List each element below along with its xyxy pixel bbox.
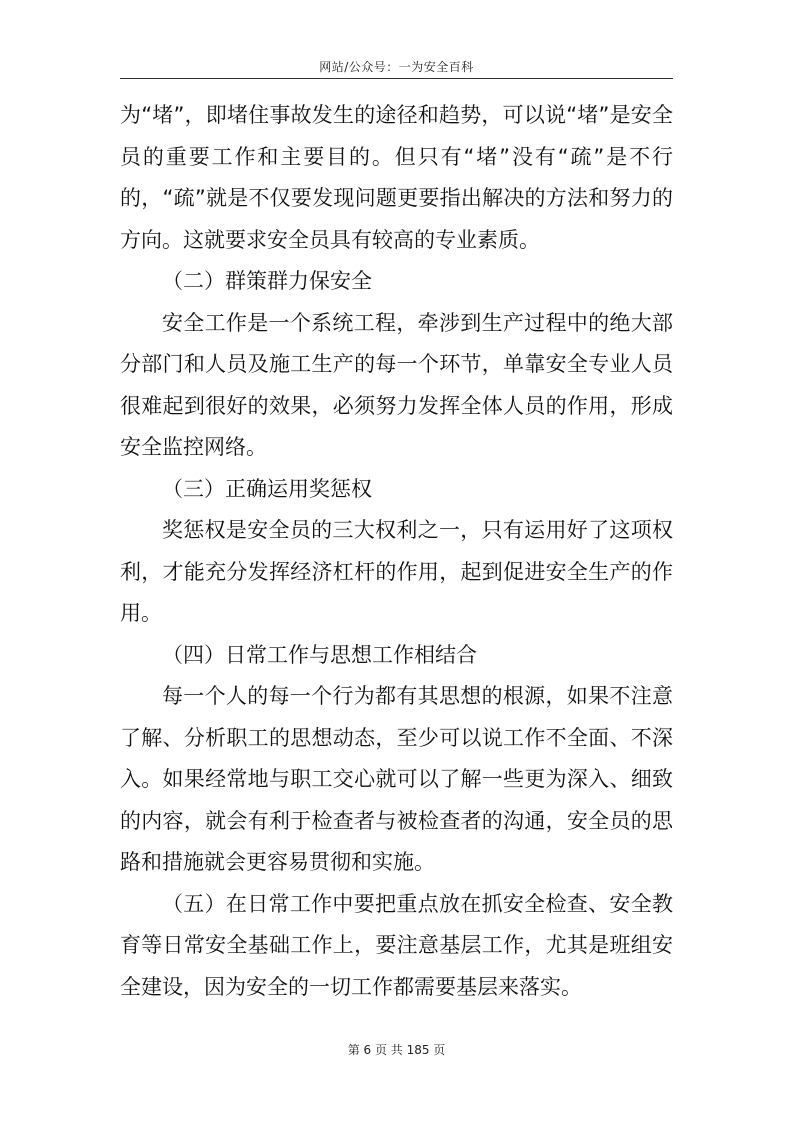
section-heading: （三）正确运用奖惩权 [162,476,372,501]
page-footer: 第 6 页 共 185 页 [347,1043,446,1057]
paragraph: 安全工作是一个系统工程，牵涉到生产过程中的绝大部分部门和人员及施工生产的每一个环节，单靠安全专业人员很难起到很好的效果，必须努力发挥全体人员的作用，形成安全监控网络。 [120,310,673,459]
paragraph: 为“堵”，即堵住事故发生的途径和趋势，可以说“堵”是安全员的重要工作和主要目的。但只有“堵”没有“疏”是不行的，“疏”就是不仅要发现问题更要指出解决的方法和努力的方向。这就要求安全员具有较高的专业素质。 [120,103,673,252]
section-heading: （四）日常工作与思想工作相结合 [162,642,477,667]
page-header: 网站/公众号：一为安全百科 [319,60,474,74]
section-heading: （二）群策群力保安全 [162,269,372,293]
paragraph: 奖惩权是安全员的三大权利之一，只有运用好了这项权利，才能充分发挥经济杠杆的作用，起到促进安全生产的作用。 [120,518,673,625]
paragraph: 每一个人的每一个行为都有其思想的根源，如果不注意了解、分析职工的思想动态，至少可以说工作不全面、不深入。如果经常地与职工交心就可以了解一些更为深入、细致的内容，就会有利于检查者与被检查者的沟通，安全员的思路和措施就会更容易贯彻和实施。 [120,684,673,874]
section-heading: （五）在日常工作中要把重点放在抓安全检查、安全教育等日常安全基础工作上，要注意基层工作，尤其是班组安全建设，因为安全的一切工作都需要基层来落实。 [120,891,673,999]
header-divider [120,78,673,79]
document-body [120,95,673,1008]
